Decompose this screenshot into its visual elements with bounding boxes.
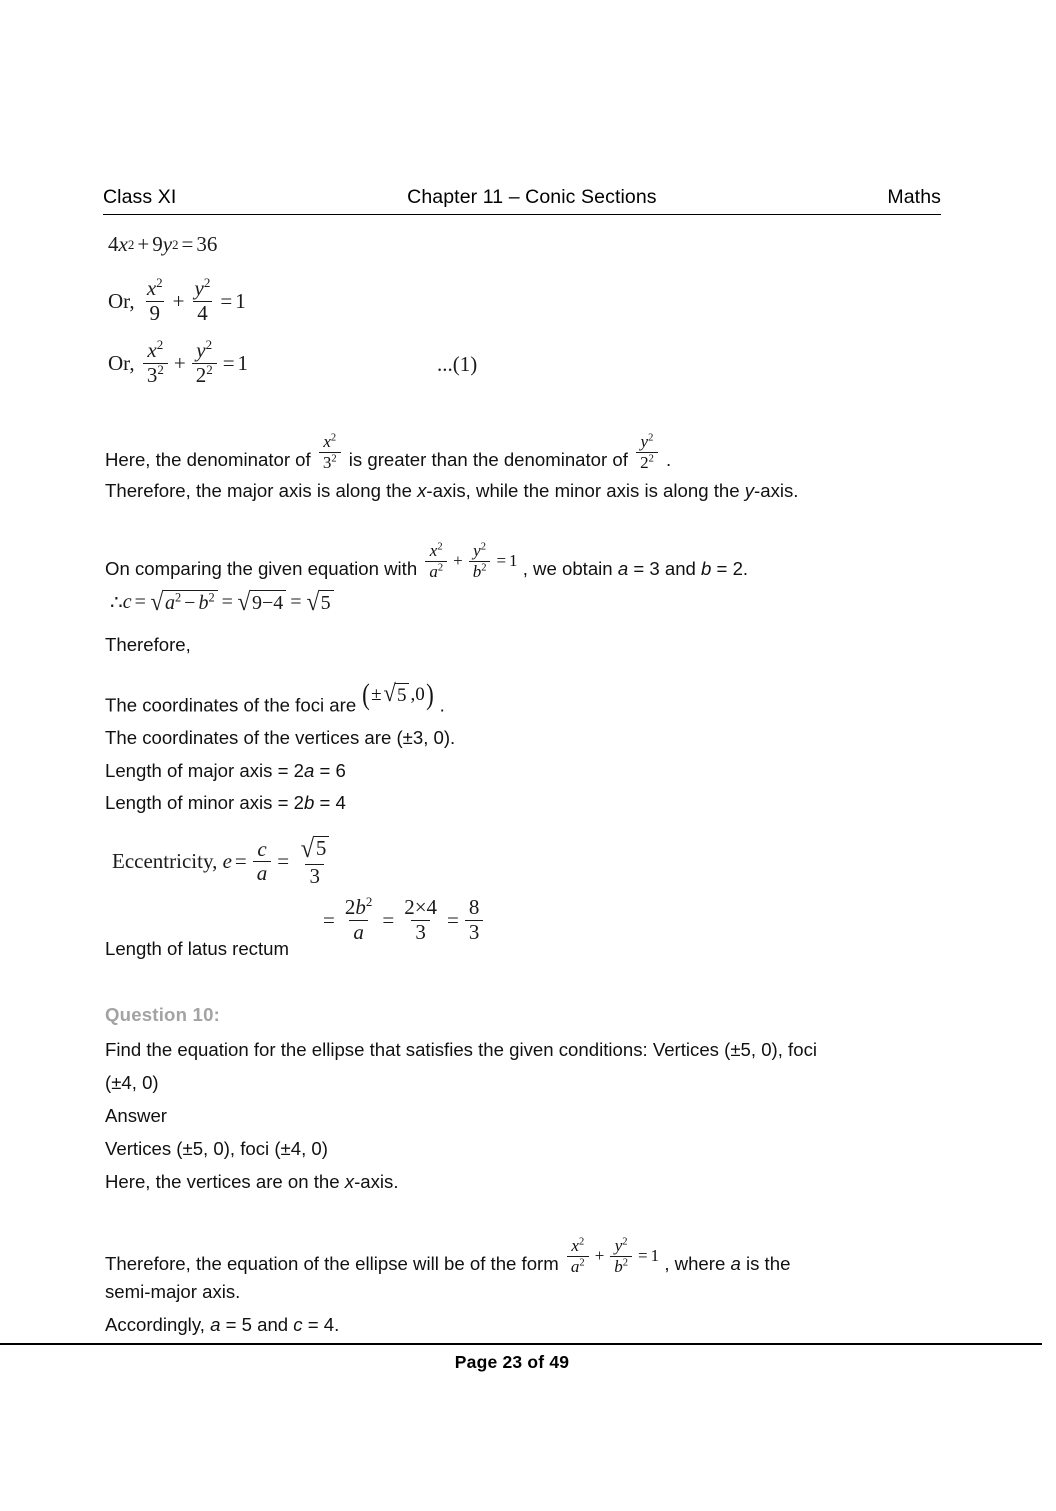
major-axis-line: [105, 480, 798, 502]
op-minus: −: [261, 592, 274, 614]
value-one: 1: [237, 350, 249, 375]
fraction-x2-over-9: [143, 275, 167, 325]
var-y: y: [473, 541, 481, 560]
coef-nine: 9: [152, 232, 163, 256]
op-equals: =: [638, 1245, 648, 1265]
accordingly-p2: = 5 and: [220, 1314, 294, 1335]
fraction-y2-over-b2: [610, 1237, 632, 1275]
header-subject-label: Maths: [887, 186, 941, 208]
denominator-four: 4: [193, 301, 212, 325]
fraction-x2-over-3sq: [143, 337, 168, 387]
var-a: a: [253, 861, 272, 885]
comparing-pre: On comparing the given equation with: [105, 558, 418, 580]
major-len-p1: Length of major axis = 2: [105, 760, 304, 781]
form-pre: Therefore, the equation of the ellipse will be of the form: [105, 1253, 559, 1275]
accordingly-line: [105, 1314, 339, 1336]
var-c: c: [122, 591, 132, 614]
fraction-2b2-over-a: [341, 894, 377, 944]
semi-major-axis-line: semi-major axis.: [105, 1281, 241, 1302]
value-one: 1: [509, 550, 518, 570]
value-one: 1: [650, 1245, 660, 1265]
value-one: 1: [235, 288, 246, 313]
var-y: y: [640, 432, 649, 451]
sqrt-nine-minus-four: [237, 587, 286, 616]
var-y: y: [162, 232, 173, 256]
exp-two: 2: [437, 562, 444, 574]
symbol-therefore: ∴: [110, 592, 123, 615]
exp-two: 2: [174, 590, 182, 605]
inline-fraction-x2-over-3sq: [316, 433, 344, 471]
var-a: a: [617, 558, 629, 580]
page-number: Page 23 of 49: [454, 1352, 570, 1372]
axis-line-p1: Here, the vertices are on the: [105, 1171, 345, 1192]
exp-two: 2: [205, 337, 213, 352]
equation-tag-1: ...(1): [437, 352, 478, 376]
exp-two: 2: [579, 1257, 585, 1269]
sqrt-five: [300, 833, 329, 863]
equation-c-value: [110, 587, 335, 616]
denominator-line-mid: is greater than the denominator of: [348, 449, 628, 471]
denominator-line-pre: Here, the denominator of: [105, 449, 311, 471]
value-four: 4: [273, 592, 284, 614]
exp-two: 2: [203, 275, 211, 290]
op-equals: =: [382, 907, 395, 932]
var-a: a: [210, 1314, 221, 1335]
var-b: b: [614, 1256, 623, 1276]
denominator-two: 2: [195, 362, 207, 387]
inline-foci-coordinates: [361, 678, 434, 711]
major-len-p2: = 6: [314, 760, 346, 781]
major-axis-p3: -axis.: [754, 480, 799, 501]
inline-standard-ellipse-form: [422, 542, 517, 580]
var-e: e: [222, 849, 232, 874]
exp-two: 2: [437, 541, 443, 553]
exp-two: 2: [156, 337, 164, 352]
ellipse-form-line: [105, 1236, 791, 1284]
major-axis-length-line: [105, 760, 346, 782]
var-x: x: [429, 541, 438, 560]
var-a: a: [164, 592, 175, 614]
op-plus: +: [594, 1245, 605, 1265]
op-equals: =: [134, 591, 146, 614]
value-five: 5: [319, 590, 334, 616]
op-equals: =: [290, 591, 302, 614]
minor-axis-length-line: [105, 792, 346, 814]
op-equals: =: [234, 849, 247, 874]
exp-two: 2: [480, 541, 486, 553]
var-a: a: [730, 1253, 741, 1275]
var-x: x: [344, 1171, 355, 1192]
comparing-post-c1: , we obtain: [522, 558, 618, 580]
form-post-c2: is the: [740, 1253, 791, 1275]
fraction-c-over-a: [253, 836, 272, 886]
exp-two: 2: [481, 562, 487, 574]
op-minus: −: [184, 592, 196, 614]
axis-line-p2: -axis.: [354, 1171, 399, 1192]
var-a: a: [303, 760, 315, 781]
comma: ,: [410, 684, 416, 705]
var-x: x: [147, 338, 157, 362]
minor-len-p1: Length of minor axis = 2: [105, 792, 304, 813]
exp-two: 2: [208, 590, 215, 605]
var-a: a: [349, 920, 368, 944]
radical-sign: √: [150, 587, 164, 616]
var-b: b: [472, 561, 482, 581]
value-thirtysix: 36: [196, 232, 218, 256]
sqrt-a2-minus-b2: [150, 587, 218, 616]
coef-four: 4: [108, 232, 119, 256]
denominator-two: 2: [640, 452, 649, 472]
comparing-post-c2: = 3 and: [628, 558, 702, 580]
exp-two: 2: [331, 453, 337, 465]
exp-two: 2: [365, 894, 373, 909]
op-plus: +: [173, 350, 186, 375]
exp-two: 2: [648, 453, 654, 465]
paren-close: ): [425, 678, 434, 711]
equation-eccentricity: [112, 833, 337, 888]
value-three: 3: [465, 920, 484, 944]
sqrt-five: [383, 680, 410, 708]
fraction-x2-over-a2: [567, 1237, 589, 1275]
var-b: b: [701, 558, 712, 580]
op-plus: +: [453, 550, 463, 570]
op-equals: =: [220, 288, 233, 313]
answer-label: Answer: [105, 1105, 168, 1126]
var-a: a: [429, 561, 438, 581]
page-header: [103, 186, 941, 215]
var-c: c: [293, 1314, 303, 1335]
question-prompt-line-2: (±4, 0): [105, 1072, 159, 1093]
value-eight: 8: [468, 895, 480, 919]
op-equals: =: [221, 591, 233, 614]
or-prefix: Or,: [108, 288, 135, 313]
coef-two: 2: [344, 895, 356, 919]
value-five: 5: [395, 683, 410, 708]
var-b: b: [303, 792, 315, 813]
inline-standard-ellipse-form: [564, 1237, 659, 1275]
radical-sign: √: [300, 833, 315, 863]
fraction-sqrt5-over-3: [295, 833, 334, 888]
therefore-line: Therefore,: [105, 634, 191, 655]
op-equals: =: [323, 907, 335, 932]
major-axis-p1: Therefore, the major axis is along the: [105, 480, 418, 501]
value-five: 5: [314, 836, 330, 863]
comparing-line: [105, 541, 749, 589]
radical-sign: √: [237, 587, 251, 616]
op-equals: =: [277, 849, 290, 874]
var-b: b: [355, 895, 366, 919]
symbol-plusminus: ±: [371, 684, 382, 705]
eccentricity-label: Eccentricity,: [112, 849, 218, 874]
op-equals: =: [181, 232, 194, 256]
exp-two: 2: [330, 432, 337, 444]
denominator-three: 3: [322, 452, 332, 472]
var-x: x: [118, 232, 128, 256]
comparing-post-c3: = 2.: [711, 558, 749, 580]
numerator-two-times-four: 2×4: [404, 895, 438, 919]
op-equals: =: [222, 350, 235, 375]
denominator-line-post: .: [666, 449, 672, 471]
var-y: y: [194, 276, 204, 300]
op-plus: +: [137, 232, 150, 256]
equation-or-1: [108, 275, 246, 325]
equation-latus-rectum: [320, 894, 486, 944]
op-equals: =: [447, 907, 459, 932]
header-class-label: Class XI: [103, 186, 177, 208]
value-nine: 9: [251, 592, 262, 614]
denominator-comparison-line: [105, 432, 672, 480]
latus-rectum-label: Length of latus rectum: [105, 938, 289, 959]
fraction-8-over-3: [465, 897, 484, 944]
question-heading: Question 10:: [105, 1004, 221, 1025]
fraction-y2-over-4: [191, 275, 215, 325]
foci-post: .: [439, 694, 445, 716]
fraction-y2-over-b2: [469, 542, 491, 580]
equation-given: 4 x 2 + 9 y 2 = 36: [108, 232, 218, 256]
paren-open: (: [362, 678, 371, 711]
denominator-three: 3: [146, 362, 158, 387]
major-axis-p2: -axis, while the minor axis is along the: [426, 480, 745, 501]
exp-two: 2: [648, 432, 654, 444]
exp-two: 2: [156, 275, 163, 290]
var-x: x: [146, 276, 157, 300]
foci-line: [105, 678, 445, 719]
fraction-2x4-over-3: [400, 897, 441, 944]
denominator-nine: 9: [146, 301, 165, 325]
var-y: y: [614, 1236, 623, 1255]
inline-fraction-y2-over-2sq: [633, 433, 661, 471]
op-plus: +: [172, 288, 185, 313]
fraction-y2-over-2sq: [192, 337, 217, 387]
var-x: x: [571, 1236, 579, 1255]
form-post-c1: , where: [664, 1253, 731, 1275]
foci-pre: The coordinates of the foci are: [105, 694, 357, 716]
exp-two: 2: [157, 361, 164, 377]
vertices-axis-line: [105, 1171, 399, 1193]
var-b: b: [198, 592, 209, 614]
fraction-x2-over-a2: [425, 542, 447, 580]
equation-or-2: [108, 337, 249, 387]
var-y: y: [744, 480, 755, 501]
accordingly-p3: = 4.: [302, 1314, 340, 1335]
or-prefix: Or,: [108, 350, 135, 375]
header-chapter-title: Chapter 11 – Conic Sections: [407, 186, 657, 208]
var-c: c: [257, 836, 267, 861]
op-equals: =: [496, 550, 507, 570]
var-x: x: [417, 480, 427, 501]
value-three: 3: [411, 920, 430, 944]
sqrt-five: [306, 587, 334, 616]
var-y: y: [196, 338, 206, 362]
value-three: 3: [305, 864, 324, 888]
exp-two: 2: [622, 1257, 629, 1269]
var-a: a: [570, 1256, 580, 1276]
exp-two: 2: [622, 1236, 628, 1248]
page-footer: [0, 1343, 1042, 1373]
given-conditions-line: Vertices (±5, 0), foci (±4, 0): [105, 1138, 328, 1159]
vertices-line: The coordinates of the vertices are (±3, 0).: [105, 727, 456, 748]
radical-sign: √: [383, 680, 396, 707]
question-prompt-line-1: Find the equation for the ellipse that satisfies the given conditions: Vertices (±5, 0), foci: [105, 1039, 817, 1060]
var-x: x: [323, 432, 331, 451]
exp-two: 2: [578, 1236, 585, 1248]
exp-two: 2: [206, 361, 213, 377]
radical-sign: √: [306, 587, 320, 616]
accordingly-p1: Accordingly,: [105, 1314, 211, 1335]
value-zero: 0: [415, 684, 425, 705]
minor-len-p2: = 4: [314, 792, 346, 813]
